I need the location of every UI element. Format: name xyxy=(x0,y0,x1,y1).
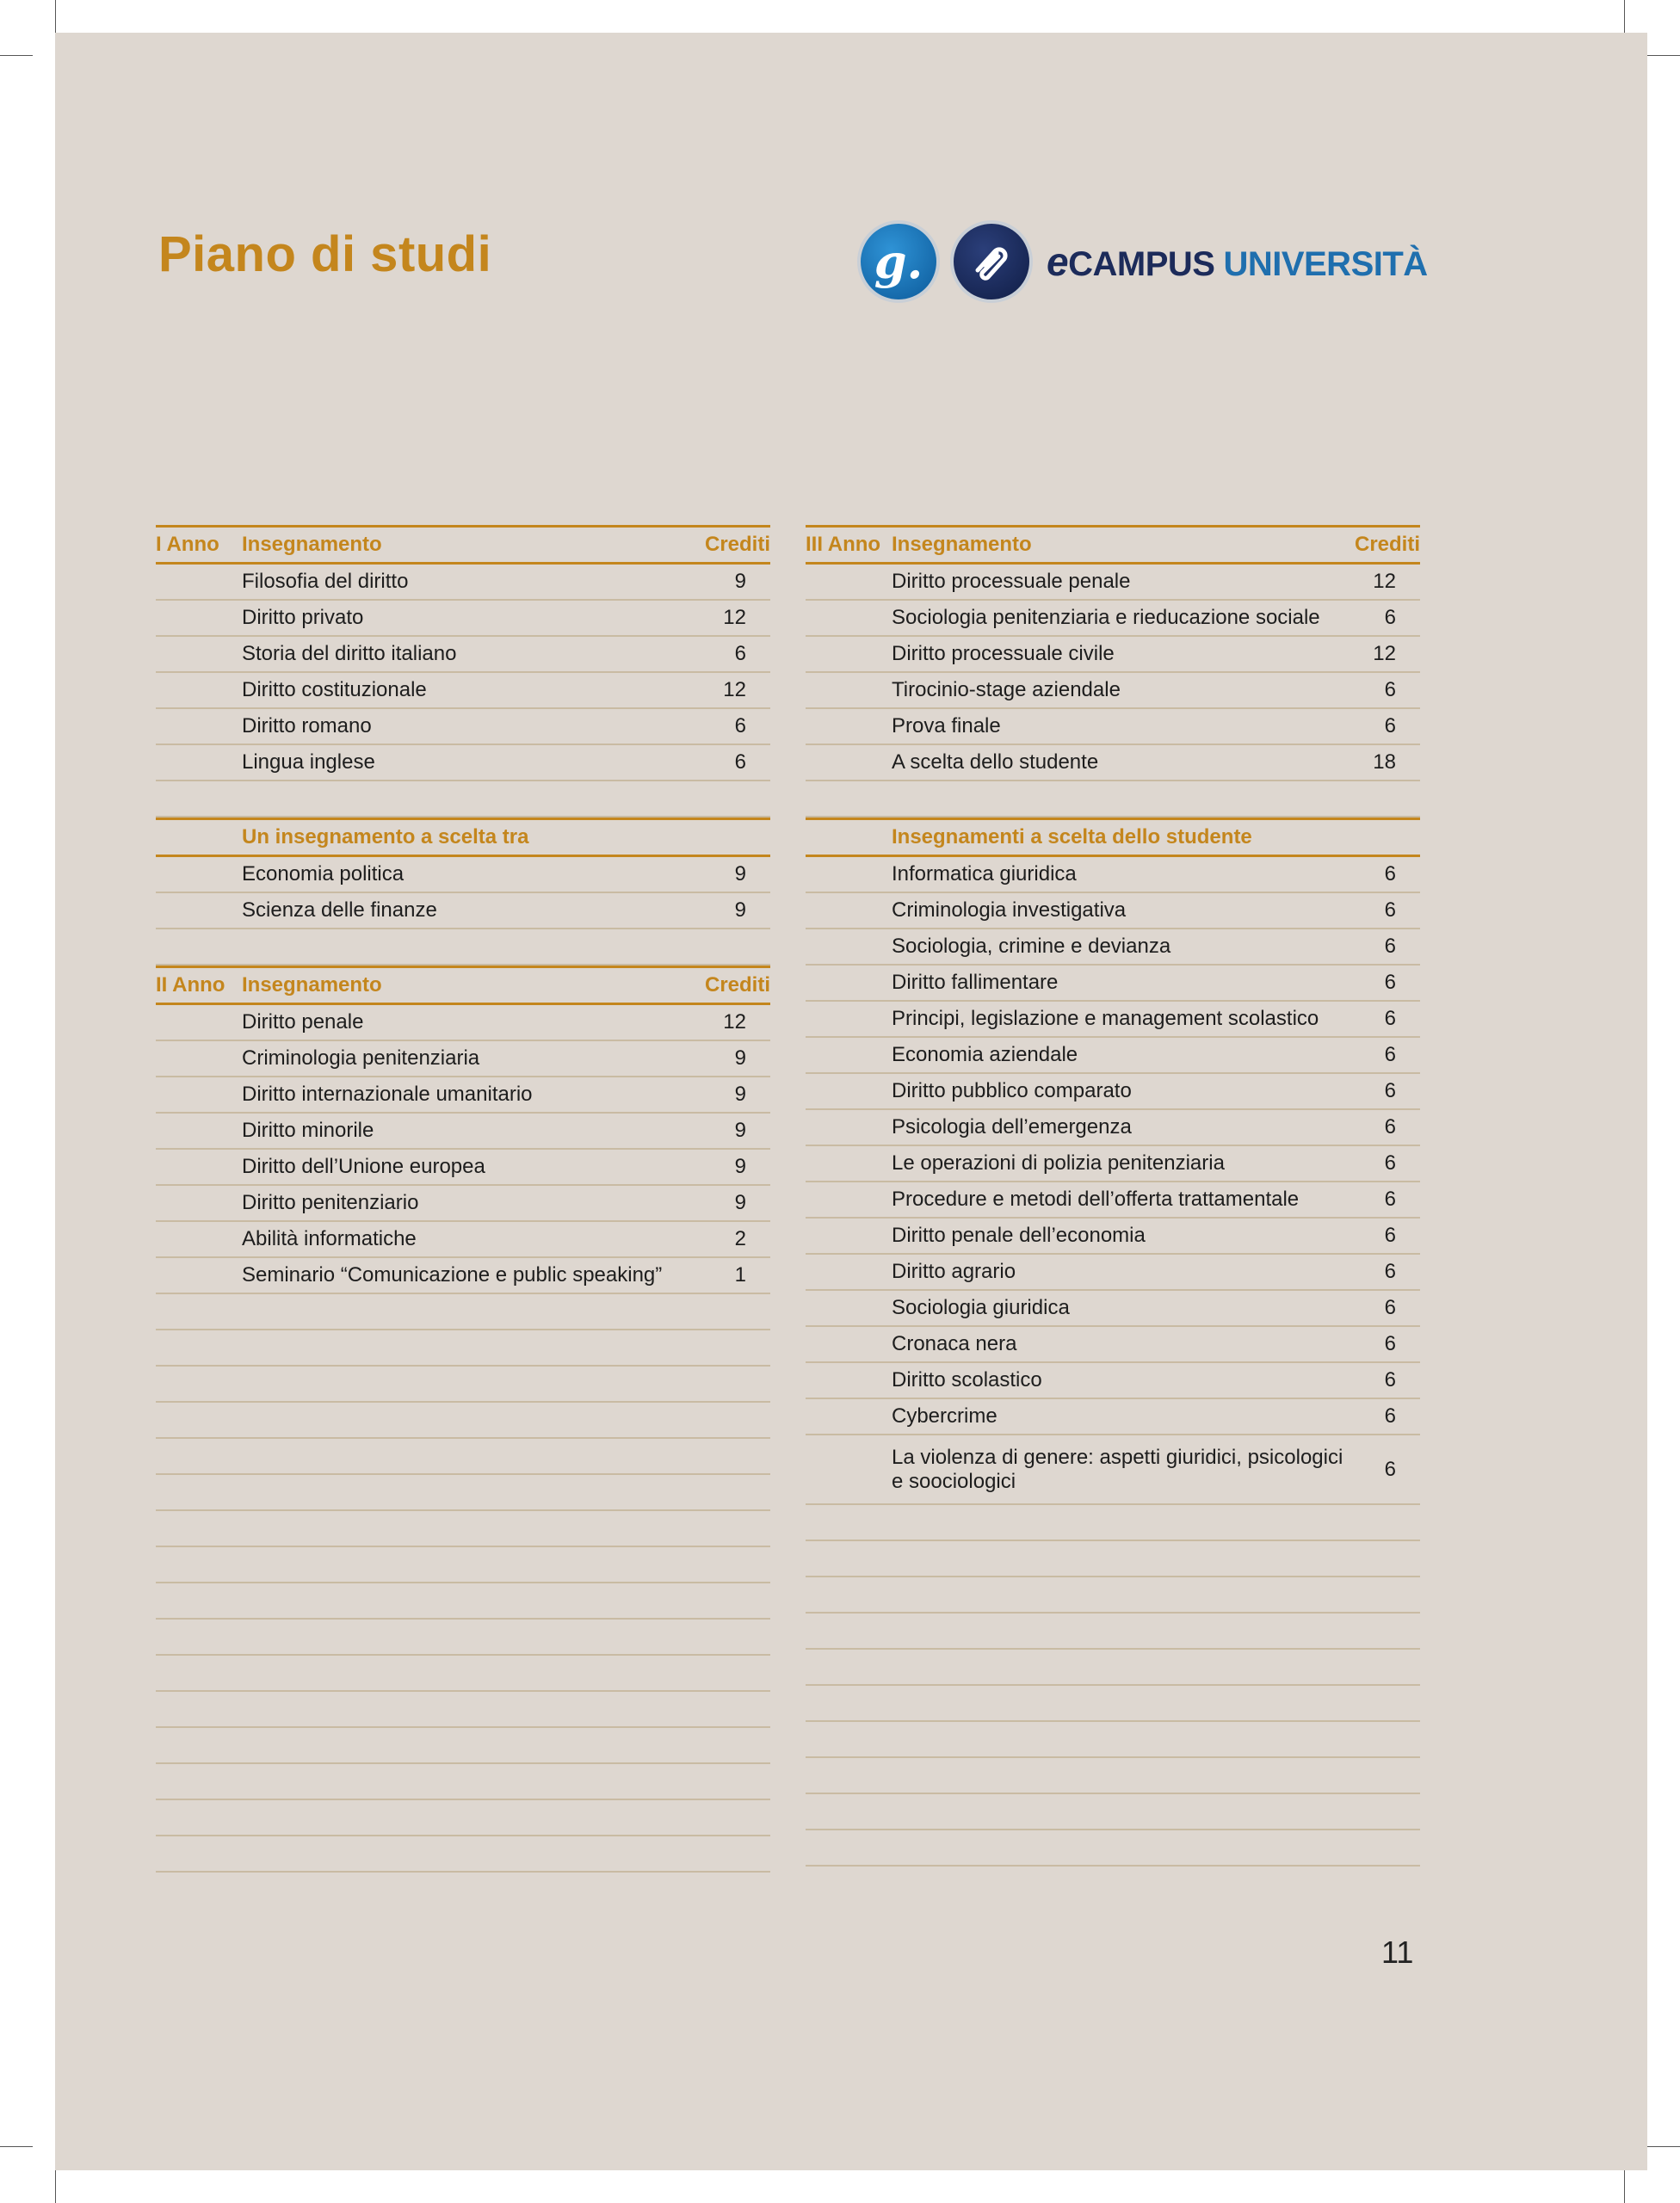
course-name: Storia del diritto italiano xyxy=(242,642,457,665)
course-name: Lingua inglese xyxy=(242,750,375,774)
right-column xyxy=(806,525,1420,1867)
course-name: Diritto penale dell’economia xyxy=(892,1224,1146,1247)
year2-header xyxy=(156,966,770,1005)
course-credits: 9 xyxy=(734,862,746,886)
course-credits: 12 xyxy=(723,678,746,701)
course-credits: 6 xyxy=(734,642,746,665)
table-row xyxy=(806,745,1420,781)
blank-row xyxy=(156,1475,770,1511)
course-credits: 12 xyxy=(1373,570,1396,593)
year-label: II Anno xyxy=(156,973,225,997)
blank-row xyxy=(806,1686,1420,1722)
course-credits: 6 xyxy=(1384,714,1396,737)
choice-header xyxy=(156,818,770,857)
course-name: Diritto processuale penale xyxy=(892,570,1131,593)
course-name: Sociologia penitenziaria e rieducazione sociale xyxy=(892,606,1320,629)
course-name: Seminario “Comunicazione e public speaking” xyxy=(242,1263,663,1287)
blank-row xyxy=(806,1505,1420,1541)
table-row xyxy=(156,1258,770,1294)
table-row xyxy=(806,1002,1420,1038)
blank-row xyxy=(806,1722,1420,1758)
brand-wordmark: eCAMPUS UNIVERSITÀ xyxy=(1047,239,1428,284)
blank-row xyxy=(156,1439,770,1475)
crop-mark xyxy=(1624,2170,1625,2203)
blank-row xyxy=(156,1583,770,1620)
table-row xyxy=(806,565,1420,601)
course-credits: 9 xyxy=(734,1119,746,1142)
course-credits: 6 xyxy=(734,714,746,737)
course-credits: 6 xyxy=(1384,678,1396,701)
course-name: Diritto minorile xyxy=(242,1119,374,1142)
table-row xyxy=(806,1110,1420,1146)
year-label: III Anno xyxy=(806,533,881,556)
course-name: Sociologia giuridica xyxy=(892,1296,1070,1319)
blank-row xyxy=(156,1692,770,1728)
ecampus-seal-icon xyxy=(950,220,1033,303)
crop-mark xyxy=(1647,55,1680,56)
course-credits: 9 xyxy=(734,898,746,922)
course-credits: 9 xyxy=(734,1046,746,1070)
table-row xyxy=(156,893,770,929)
blank-row xyxy=(806,1758,1420,1794)
course-name: Sociologia, crimine e devianza xyxy=(892,935,1171,958)
crop-mark xyxy=(55,0,56,33)
course-credits: 12 xyxy=(723,606,746,629)
table-row xyxy=(156,1150,770,1186)
course-name: Principi, legislazione e management scolastico xyxy=(892,1007,1319,1030)
crop-mark xyxy=(1624,0,1625,33)
course-credits: 6 xyxy=(1384,1296,1396,1319)
table-row xyxy=(806,1435,1420,1505)
course-credits: 9 xyxy=(734,1155,746,1178)
course-credits: 6 xyxy=(1384,935,1396,958)
course-credits: 6 xyxy=(734,750,746,774)
blank-row xyxy=(806,781,1420,818)
blank-row xyxy=(806,1830,1420,1867)
blank-row xyxy=(806,1650,1420,1686)
left-column xyxy=(156,525,770,1873)
blank-row xyxy=(156,1764,770,1800)
blank-row xyxy=(156,1367,770,1403)
course-name: La violenza di genere: aspetti giuridici, psicologici e soociologici xyxy=(892,1445,1343,1493)
blank-row xyxy=(156,1800,770,1836)
course-credits: 6 xyxy=(1384,1368,1396,1392)
course-name: Diritto internazionale umanitario xyxy=(242,1083,533,1106)
course-name: Diritto privato xyxy=(242,606,364,629)
course-credits: 6 xyxy=(1384,1404,1396,1428)
course-name: Diritto pubblico comparato xyxy=(892,1079,1132,1102)
table-row xyxy=(156,1222,770,1258)
course-name: Prova finale xyxy=(892,714,1001,737)
paperclip-icon xyxy=(966,236,1017,287)
table-row xyxy=(806,1219,1420,1255)
credits-column-header: Crediti xyxy=(704,533,770,556)
table-row xyxy=(806,1146,1420,1182)
table-row xyxy=(806,1255,1420,1291)
table-row xyxy=(156,1077,770,1114)
course-name: Diritto dell’Unione europea xyxy=(242,1155,485,1178)
table-row xyxy=(156,857,770,893)
blank-row xyxy=(156,929,770,966)
blank-row xyxy=(806,1614,1420,1650)
course-credits: 2 xyxy=(734,1227,746,1250)
course-name: Diritto fallimentare xyxy=(892,971,1059,994)
course-name: Diritto penitenziario xyxy=(242,1191,419,1214)
blank-row xyxy=(156,1547,770,1583)
course-name: Diritto penale xyxy=(242,1010,364,1034)
blank-row xyxy=(156,1330,770,1367)
table-row xyxy=(156,1114,770,1150)
course-credits: 6 xyxy=(1384,1043,1396,1066)
course-name: Diritto romano xyxy=(242,714,372,737)
course-name: Cronaca nera xyxy=(892,1332,1017,1355)
course-name: Criminologia penitenziaria xyxy=(242,1046,480,1070)
table-row xyxy=(806,1038,1420,1074)
course-name: Filosofia del diritto xyxy=(242,570,409,593)
course-column-header: Insegnamento xyxy=(242,533,382,556)
course-name: Tirocinio-stage aziendale xyxy=(892,678,1121,701)
blank-row xyxy=(156,1511,770,1547)
course-credits: 6 xyxy=(1384,898,1396,922)
course-name: Procedure e metodi dell’offerta trattamentale xyxy=(892,1188,1300,1211)
course-name: Diritto costituzionale xyxy=(242,678,427,701)
table-row xyxy=(806,709,1420,745)
blank-row xyxy=(156,1403,770,1439)
course-credits: 12 xyxy=(723,1010,746,1034)
course-column-header: Insegnamento xyxy=(892,533,1032,556)
page-number: 11 xyxy=(1381,1935,1414,1970)
table-row xyxy=(806,1363,1420,1399)
course-credits: 1 xyxy=(734,1263,746,1287)
course-name: Psicologia dell’emergenza xyxy=(892,1115,1132,1139)
blank-row xyxy=(156,1836,770,1873)
crop-mark xyxy=(0,55,33,56)
course-credits: 6 xyxy=(1384,1457,1396,1481)
year3-header xyxy=(806,525,1420,565)
course-credits: 6 xyxy=(1384,606,1396,629)
table-row xyxy=(806,893,1420,929)
table-row xyxy=(156,1041,770,1077)
blank-row xyxy=(806,1541,1420,1577)
crop-mark xyxy=(1647,2146,1680,2147)
course-credits: 6 xyxy=(1384,1151,1396,1175)
blank-row xyxy=(156,1728,770,1764)
table-row xyxy=(156,745,770,781)
blank-row xyxy=(156,781,770,818)
table-row xyxy=(156,637,770,673)
course-name: Diritto agrario xyxy=(892,1260,1016,1283)
table-row xyxy=(156,1005,770,1041)
table-row xyxy=(806,601,1420,637)
course-credits: 6 xyxy=(1384,1260,1396,1283)
course-name: Diritto processuale civile xyxy=(892,642,1115,665)
credits-column-header: Crediti xyxy=(704,973,770,997)
course-name: Abilità informatiche xyxy=(242,1227,417,1250)
course-credits: 18 xyxy=(1373,750,1396,774)
year-label: I Anno xyxy=(156,533,219,556)
table-row xyxy=(806,857,1420,893)
blank-row xyxy=(806,1794,1420,1830)
course-credits: 6 xyxy=(1384,1188,1396,1211)
table-row xyxy=(806,1327,1420,1363)
page-title: Piano di studi xyxy=(158,226,492,282)
course-name: Economia aziendale xyxy=(892,1043,1078,1066)
course-credits: 9 xyxy=(734,1083,746,1106)
course-credits: 12 xyxy=(1373,642,1396,665)
table-row xyxy=(806,1291,1420,1327)
course-name: Economia politica xyxy=(242,862,405,886)
crop-mark xyxy=(0,2146,33,2147)
year1-header xyxy=(156,525,770,565)
course-name: Diritto scolastico xyxy=(892,1368,1042,1392)
course-credits: 6 xyxy=(1384,1115,1396,1139)
course-credits: 9 xyxy=(734,570,746,593)
course-name: A scelta dello studente xyxy=(892,750,1099,774)
table-row xyxy=(156,565,770,601)
course-name: Le operazioni di polizia penitenziaria xyxy=(892,1151,1225,1175)
table-row xyxy=(806,1182,1420,1219)
blank-row xyxy=(806,1577,1420,1614)
credits-column-header: Crediti xyxy=(1354,533,1420,556)
table-row xyxy=(156,673,770,709)
blank-row xyxy=(156,1294,770,1330)
table-row xyxy=(806,1074,1420,1110)
course-name: Cybercrime xyxy=(892,1404,998,1428)
table-row xyxy=(806,966,1420,1002)
table-row xyxy=(806,1399,1420,1435)
course-name: Informatica giuridica xyxy=(892,862,1077,886)
course-credits: 6 xyxy=(1384,1007,1396,1030)
course-credits: 6 xyxy=(1384,1332,1396,1355)
table-row xyxy=(806,637,1420,673)
table-row xyxy=(156,601,770,637)
course-column-header: Insegnamento xyxy=(242,973,382,997)
blank-row xyxy=(156,1656,770,1692)
course-credits: 6 xyxy=(1384,1079,1396,1102)
table-row xyxy=(806,929,1420,966)
electives-header xyxy=(806,818,1420,857)
ecampus-logo xyxy=(857,217,1428,306)
table-row xyxy=(156,1186,770,1222)
table-row xyxy=(156,709,770,745)
choice-heading: Un insegnamento a scelta tra xyxy=(242,825,529,848)
course-credits: 6 xyxy=(1384,862,1396,886)
course-credits: 9 xyxy=(734,1191,746,1214)
table-row xyxy=(806,673,1420,709)
electives-heading: Insegnamenti a scelta dello studente xyxy=(892,825,1252,848)
course-name: Criminologia investigativa xyxy=(892,898,1127,922)
blank-row xyxy=(156,1620,770,1656)
crop-mark xyxy=(55,2170,56,2203)
course-credits: 6 xyxy=(1384,1224,1396,1247)
course-name: Scienza delle finanze xyxy=(242,898,437,922)
g-seal-icon: g. xyxy=(857,220,940,303)
course-credits: 6 xyxy=(1384,971,1396,994)
